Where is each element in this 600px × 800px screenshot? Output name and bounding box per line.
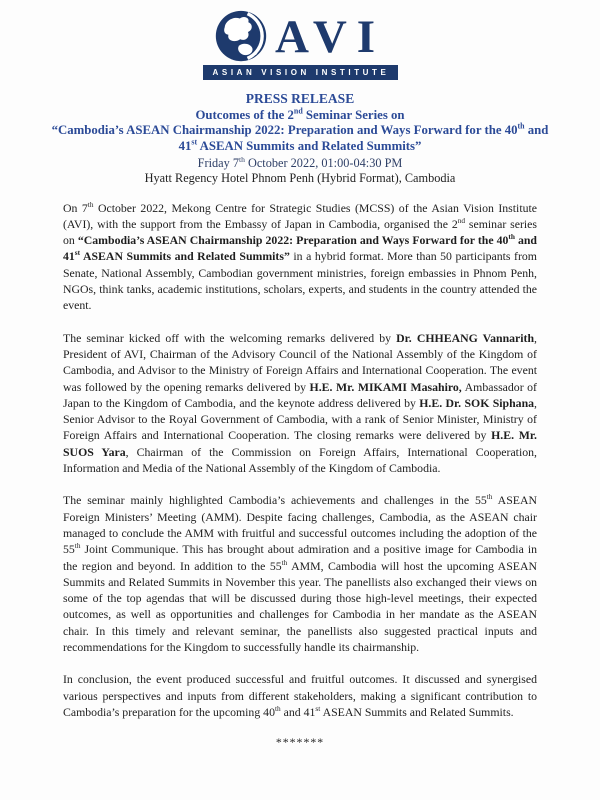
press-release-heading: PRESS RELEASE	[245, 91, 355, 106]
avi-banner-label: ASIAN VISION INSTITUTE	[203, 65, 398, 80]
globe-icon	[215, 10, 267, 62]
end-mark: *******	[275, 735, 325, 750]
body-paragraph-2: The seminar kicked off with the welcoming remarks delivered by Dr. CHHEANG Vannarith, President of AVI, Chairman of the Advisory Council of the National Assembly of the Kingdom of Cambodia, and Advisor to the Ministry of Foreign Affairs and International Cooperation. The event was followed by the opening remarks delivered by H.E. Mr. MIKAMI Masahiro, Ambassador of Japan to the Kingdom of Cambodia, and the keynote address delivered by H.E. Dr. SOK Siphana, Senior Advisor to the Royal Government of Cambodia, with a rank of Senior Minister, Ministry of Foreign Affairs and International Cooperation. The closing remarks were delivered by H.E. Mr. SUOS Yara, Chairman of the Commission on Foreign Affairs, International Cooperation, Information and Media of the National Assembly of the Kingdom of Cambodia.	[63, 330, 537, 476]
event-venue: Hyatt Regency Hotel Phnom Penh (Hybrid Format), Cambodia	[144, 171, 456, 186]
document-body	[63, 200, 537, 751]
seminar-subtitle: Outcomes of the 2nd Seminar Series on	[195, 106, 405, 122]
body-paragraph-4: In conclusion, the event produced successful and fruitful outcomes. It discussed and synergised various perspectives and inputs from different stakeholders, making a significant contribution to Cambodia’s preparation for the upcoming 40th and 41st ASEAN Summits and Related Summits.	[63, 672, 537, 719]
avi-acronym: AVI	[274, 11, 386, 63]
event-datetime: Friday 7th October 2022, 01:00-04:30 PM	[197, 154, 403, 170]
seminar-title: “Cambodia’s ASEAN Chairmanship 2022: Preparation and Ways Forward for the 40th and 41st ASEAN Summits and Related Summits”	[51, 121, 549, 153]
body-paragraph-1: On 7th October 2022, Mekong Centre for Strategic Studies (MCSS) of the Asian Vision Institute (AVI), with the support from the Embassy of Japan in Cambodia, organised the 2nd seminar series on “Cambodia’s ASEAN Chairmanship 2022: Preparation and Ways Forward for the 40th and 41st ASEAN Summits and Related Summits” in a hybrid format. More than 50 participants from Senate, National Assembly, Cambodian government ministries, foreign embassies in Phnom Penh, NGOs, think tanks, academic institutions, scholars, experts, and students in the country attended the event.	[63, 199, 538, 313]
body-paragraph-3: The seminar mainly highlighted Cambodia’s achievements and challenges in the 55th ASEAN Foreign Ministers’ Meeting (AMM). Despite facing challenges, Cambodia, as the ASEAN chair managed to conclude the AMM with fruitful and successful outcomes including the adoption of the 55th Joint Communique. This has brought about admiration and a positive image for Cambodia in the region and beyond. In addition to the 55th AMM, Cambodia will host the upcoming ASEAN Summits and Related Summits in November this year. The panellists also exchanged their views on some of the top agendas that will be discussed during those high-level meetings, their expected outcomes, as well as opportunities and challenges for Cambodia in her mandate as the ASEAN chair. In this timely and relevant seminar, the panellists also suggested practical inputs and recommendations for the Kingdom to successfully handle its chairmanship.	[63, 492, 538, 655]
avi-logo	[0, 8, 600, 80]
document-header	[0, 91, 600, 187]
